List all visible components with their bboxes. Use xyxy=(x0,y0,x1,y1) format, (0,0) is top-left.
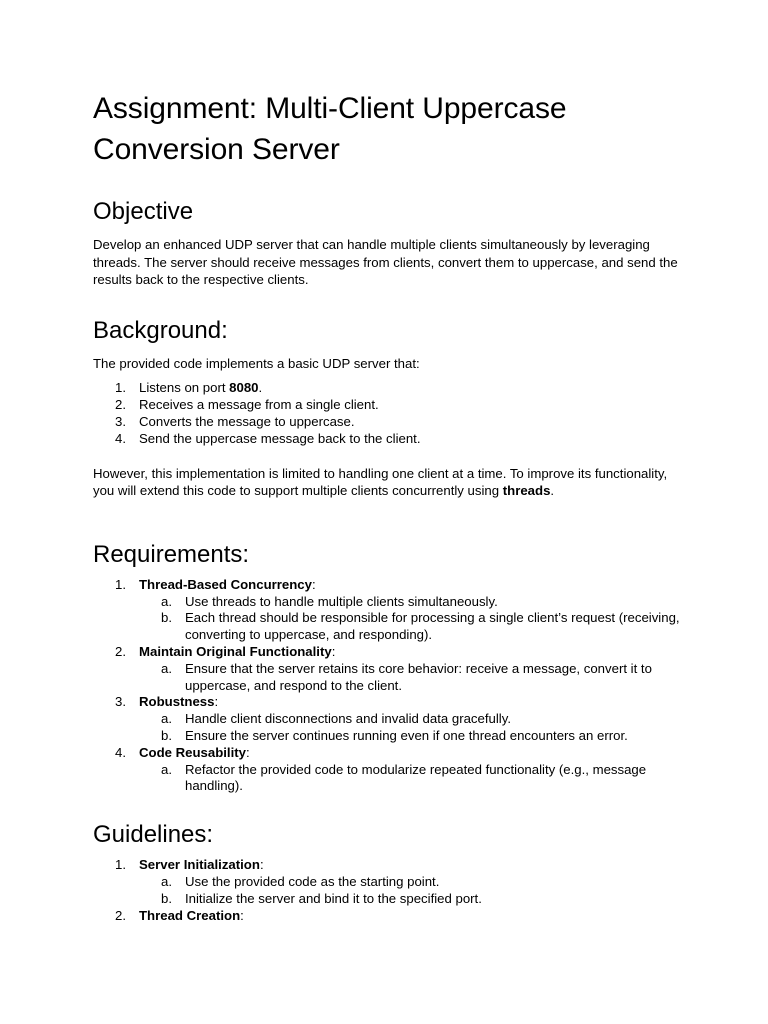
list-item: 1. Thread-Based Concurrency: a. Use threads to handle multiple clients simultaneously. b. Each thread should be responsible for processing a single client’s request (receiving, converting to uppercase, and responding). xyxy=(93,577,683,644)
requirements-heading: Requirements: xyxy=(93,540,250,568)
objective-heading: Objective xyxy=(93,198,194,225)
list-item: 2. Thread Creation: xyxy=(115,907,244,923)
sub-list xyxy=(139,874,683,908)
list-number: 1. xyxy=(115,857,126,873)
background-list xyxy=(93,380,683,447)
background-however: However, this implementation is limited to handling one client at a time. To improve its functionality, you will extend this code to support multiple clients concurrently using threads. xyxy=(93,465,668,499)
guidelines-list xyxy=(93,857,683,924)
sub-list-item: a. Refactor the provided code to modularize repeated functionality (e.g., message handling). xyxy=(161,761,647,794)
list-item: 2. Maintain Original Functionality: a. Ensure that the server retains its core behavior: receive a message, convert it to uppercase, and respond to the client. xyxy=(93,644,683,694)
background-heading: Background: xyxy=(93,316,228,344)
sub-list xyxy=(139,661,683,695)
list-item: 3. Robustness: a. Handle client disconnections and invalid data gracefully. b. Ensure the server continues running even if one thread encounters an error. xyxy=(93,694,683,744)
sub-list xyxy=(139,711,683,745)
list-number: 4. xyxy=(115,430,126,446)
list-item: 1. Server Initialization: a. Use the provided code as the starting point. b. Initialize the server and bind it to the specified port. xyxy=(93,857,683,907)
guideline-title: Thread Creation xyxy=(139,907,241,923)
list-number: 2. xyxy=(115,643,126,659)
list-text: Converts the message to uppercase. xyxy=(139,413,355,429)
sub-list-item: a. Ensure that the server retains its core behavior: receive a message, convert it to uppercase, and respond to the client. xyxy=(161,660,652,693)
sub-list-item: a. Use the provided code as the starting point. xyxy=(161,873,440,889)
requirement-title: Thread-Based Concurrency xyxy=(139,576,312,592)
background-intro: The provided code implements a basic UDP server that: xyxy=(93,355,420,371)
guideline-title: Server Initialization xyxy=(139,857,260,873)
list-number: 2. xyxy=(115,397,126,413)
list-item xyxy=(93,414,683,431)
list-item xyxy=(93,397,683,414)
list-number: 4. xyxy=(115,744,126,760)
list-item xyxy=(93,431,683,448)
threads-keyword: threads xyxy=(502,483,551,499)
sub-list-item: b. Initialize the server and bind it to the specified port. xyxy=(161,890,482,906)
list-number: 1. xyxy=(115,380,126,396)
sub-list xyxy=(139,762,683,796)
objective-text: Develop an enhanced UDP server that can handle multiple clients simultaneously by leveraging threads. The server should receive messages from clients, convert them to uppercase, and send the results back to the respective clients. xyxy=(93,237,678,288)
sub-list xyxy=(139,594,683,644)
port-value: 8080 xyxy=(229,380,259,396)
sub-list-item: a. Use threads to handle multiple clients simultaneously. xyxy=(161,593,498,609)
sub-list-item: b. Each thread should be responsible for processing a single client’s request (receiving, converting to uppercase, and responding). xyxy=(161,610,680,643)
list-item: 1. Listens on port 8080. xyxy=(115,380,263,396)
page-title: Assignment: Multi-Client Uppercase Conversion Server xyxy=(93,92,567,166)
sub-list-item: a. Handle client disconnections and invalid data gracefully. xyxy=(161,711,511,727)
list-text: Receives a message from a single client. xyxy=(139,397,379,413)
requirement-title: Maintain Original Functionality xyxy=(139,643,332,659)
list-number: 3. xyxy=(115,413,126,429)
sub-list-item: b. Ensure the server continues running even if one thread encounters an error. xyxy=(161,727,628,743)
list-number: 2. xyxy=(115,907,126,923)
requirement-title: Code Reusability xyxy=(139,744,246,760)
list-number: 3. xyxy=(115,694,126,710)
guidelines-heading: Guidelines: xyxy=(93,821,214,849)
list-number: 1. xyxy=(115,576,126,592)
list-text: Listens on port xyxy=(139,380,230,396)
list-item: 4. Code Reusability: a. Refactor the provided code to modularize repeated functionality (e.g., message handling). xyxy=(93,745,683,795)
document-page xyxy=(93,88,683,924)
requirements-list xyxy=(93,577,683,795)
list-text: Send the uppercase message back to the client. xyxy=(139,430,421,446)
requirement-title: Robustness xyxy=(139,694,215,710)
